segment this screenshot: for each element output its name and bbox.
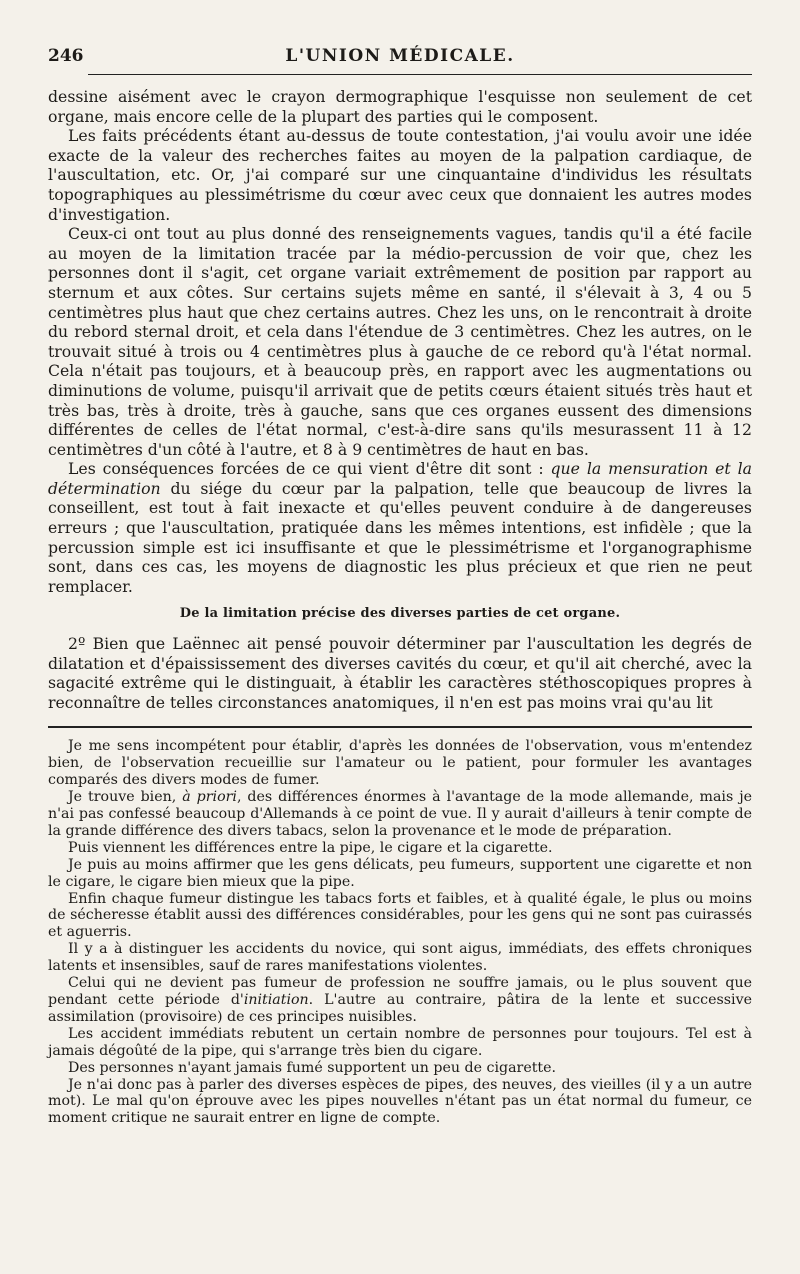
page-header bbox=[48, 38, 752, 66]
footnote-column bbox=[48, 738, 752, 1127]
paragraph-text: du siége du cœur par la palpation, telle que beaucoup de livres la conseillent, est tout à fait inexacte et qu'elles peuvent conduire à de dangereuses erreurs ; que l'auscultation, pratiquée dans les mêmes intentions, est infidèle ; que la percussion simple est ici insuffisante et que le plessimétrisme et l'organographisme sont, dans ces cas, les moyens de diagnostic les plus précieux et que rien ne peut remplacer. bbox=[48, 478, 752, 596]
note-text: Je trouve bien, bbox=[68, 789, 183, 806]
note-paragraph: Puis viennent les différences entre la pipe, le cigare et la cigarette. bbox=[68, 839, 553, 856]
page bbox=[48, 38, 752, 1127]
paragraph bbox=[48, 459, 752, 596]
note-text: , des différences énormes à l'avantage de la mode allemande, mais je n'ai pas confessé beaucoup d'Allemands à ce point de vue. Il y aurait d'ailleurs à tenir compte de la grande différence des divers tabacs, selon la provenance et le mode de préparation. bbox=[48, 789, 752, 839]
paragraph-text: Les conséquences forcées de ce qui vient d'être dit sont : bbox=[68, 459, 551, 479]
emphasis-text: initiation bbox=[243, 992, 309, 1008]
page-number: 246 bbox=[48, 46, 84, 66]
main-text bbox=[48, 87, 752, 712]
note-text: . L'autre au contraire, pâtira de la lente et successive assimilation (provisoire) de ces principes nuisibles. bbox=[48, 992, 752, 1025]
paragraph: Les faits précédents étant au-dessus de toute contestation, j'ai voulu avoir une idée exacte de la valeur des recherches faites au moyen de la palpation cardiaque, de l'auscultation, etc. Or, j'ai comparé sur une cinquantaine d'individus les résultats topographiques au plessimétrisme du cœur avec ceux que donnaient les autres modes d'investigation. bbox=[48, 126, 752, 224]
header-rule bbox=[88, 74, 752, 75]
footnote-rule bbox=[48, 726, 752, 728]
note-paragraph: Enfin chaque fumeur distingue les tabacs forts et faibles, et à qualité égale, le plus ou moins de sécheresse établit aussi des différences considérables, pour les gens qui ne sont pas cuirassés et aguerris. bbox=[48, 890, 752, 941]
running-title: L'UNION MÉDICALE. bbox=[285, 46, 515, 66]
note-paragraph: Je me sens incompétent pour établir, d'après les données de l'observation, vous m'entendez bien, de l'observation recueillie sur l'amateur ou le patient, pour formuler les avantages comparés des divers modes de fumer. bbox=[48, 738, 752, 789]
note-paragraph: Je n'ai donc pas à parler des diverses espèces de pipes, des neuves, des vieilles (il y a un autre mot). Le mal qu'on éprouve avec les pipes nouvelles n'étant pas un état normal du fumeur, ce moment critique ne saurait entrer en ligne de compte. bbox=[48, 1076, 752, 1127]
note-paragraph: Des personnes n'ayant jamais fumé supportent un peu de cigarette. bbox=[68, 1059, 557, 1076]
note-paragraph bbox=[48, 975, 752, 1026]
emphasis-text: que la mensuration et la détermination bbox=[48, 459, 752, 498]
note-paragraph bbox=[48, 789, 752, 840]
section-subheading: De la limitation précise des diverses parties de cet organe. bbox=[179, 606, 621, 622]
note-text: Celui qui ne devient pas fumeur de profession ne souffre jamais, ou le plus souvent que pendant cette période d' bbox=[48, 975, 752, 1008]
paragraph: dessine aisément avec le crayon dermographique l'esquisse non seulement de cet organe, mais encore celle de la plupart des parties qui le composent. bbox=[48, 87, 752, 126]
note-paragraph: Il y a à distinguer les accidents du novice, qui sont aigus, immédiats, des effets chroniques latents et insensibles, sauf de rares manifestations violentes. bbox=[48, 941, 752, 975]
emphasis-text: à priori bbox=[182, 789, 237, 806]
paragraph: Ceux-ci ont tout au plus donné des renseignements vagues, tandis qu'il a été facile au moyen de la limitation tracée par la médio-percussion de voir que, chez les personnes dont il s'agit, cet organe variait extrêmement de position par rapport au sternum et aux côtes. Sur certains sujets même en santé, il s'élevait à 3, 4 ou 5 centimètres plus haut que chez certains autres. Chez les uns, on le rencontrait à droite du rebord sternal droit, et cela dans l'étendue de 3 centimètres. Chez les autres, on le trouvait situé à trois ou 4 centimètres plus à gauche de ce rebord qu'à l'état normal. Cela n'était pas toujours, et à beaucoup près, en rapport avec les augmentations ou diminutions de volume, puisqu'il arrivait que de petits cœurs étaient situés très haut et très bas, très à droite, très à gauche, sans que ces organes eussent des dimensions différentes de celles de l'état normal, c'est-à-dire sans qu'ils mesurassent 11 à 12 centimètres d'un côté à l'autre, et 8 à 9 centimètres de haut en bas. bbox=[48, 224, 752, 459]
note-paragraph: Les accident immédiats rebutent un certain nombre de personnes pour toujours. Tel est à jamais dégoûté de la pipe, qui s'arrange très bien du cigare. bbox=[48, 1025, 752, 1059]
paragraph: 2º Bien que Laënnec ait pensé pouvoir déterminer par l'auscultation les degrés de dilatation et d'épaississement des diverses cavités du cœur, et qu'il ait cherché, avec la sagacité extrême qui le distinguait, à établir les caractères stéthoscopiques propres à reconnaître de telles circonstances anatomiques, il n'en est pas moins vrai qu'au lit bbox=[48, 634, 752, 712]
note-paragraph: Je puis au moins affirmer que les gens délicats, peu fumeurs, supportent une cigarette et non le cigare, le cigare bien mieux que la pipe. bbox=[48, 856, 752, 890]
